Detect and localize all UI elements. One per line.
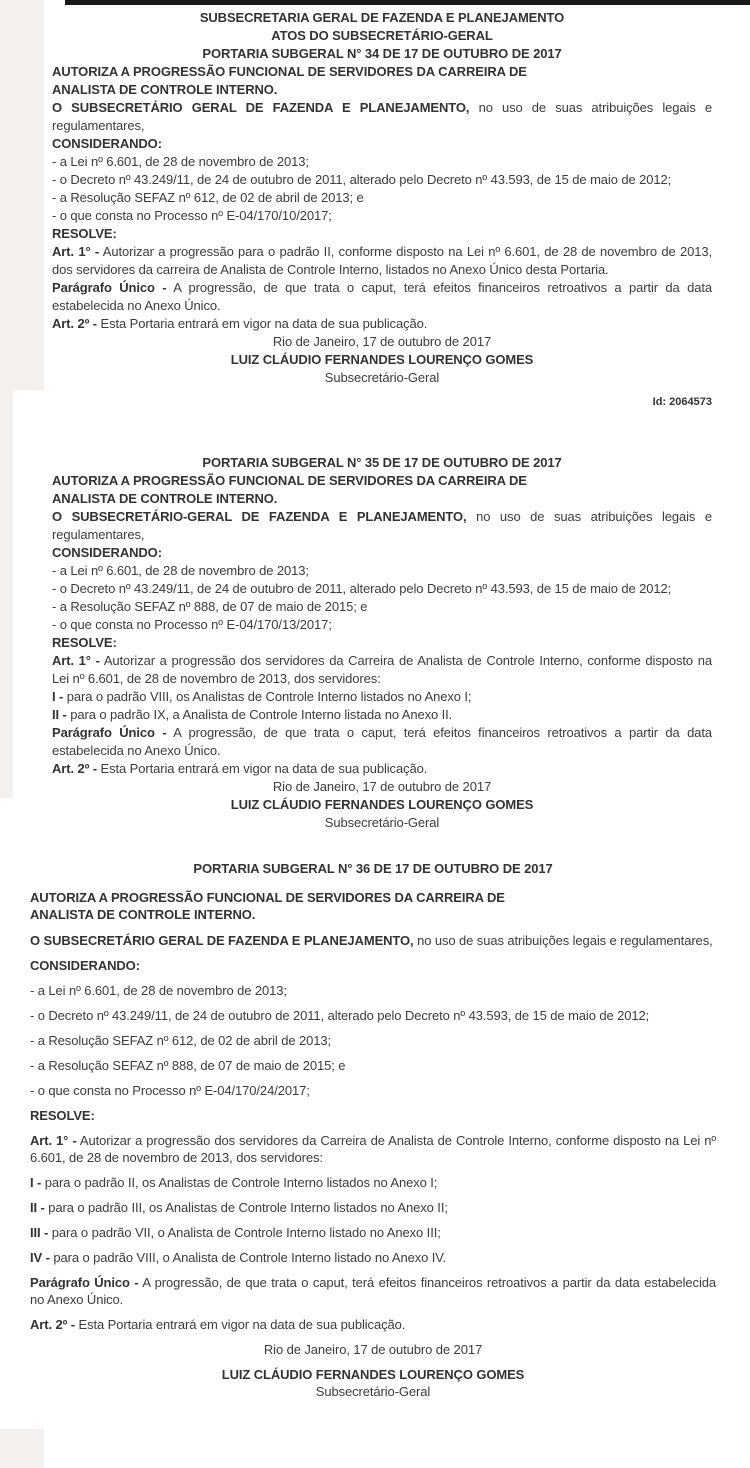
portaria-34-art2 <box>52 315 712 333</box>
paragrafo-unico-text: A progressão, de que trata o caput, terá efeitos financeiros retroativos a partir da data estabelecida no Anexo Único. <box>52 280 712 313</box>
art2-label: Art. 2º - <box>52 316 98 331</box>
portaria-34-considerando-label: CONSIDERANDO: <box>52 136 162 151</box>
portaria-34-considerando-item: - a Resolução SEFAZ nº 612, de 02 de abril de 2013; e <box>52 190 364 205</box>
portaria-35-art2 <box>52 760 712 778</box>
inciso-label: IV - <box>30 1250 50 1265</box>
portaria-34-considerando-item: - o que consta no Processo nº E-04/170/10/2017; <box>52 208 332 223</box>
portaria-34-ementa-line-2: ANALISTA DE CONTROLE INTERNO. <box>52 82 278 97</box>
paragrafo-unico-text: A progressão, de que trata o caput, terá efeitos financeiros retroativos a partir da data estabelecida no Anexo Único. <box>52 725 712 758</box>
art1-label: Art. 1° - <box>52 244 100 259</box>
portaria-36-ementa <box>30 889 716 923</box>
inciso-text: para o padrão VII, o Analista de Controle Interno listado no Anexo III; <box>48 1225 441 1240</box>
preamble-rest-text: no uso de suas atribuições legais e regulamentares, <box>413 933 713 948</box>
portaria-35-considerando-item: - o Decreto nº 43.249/11, de 24 de outubro de 2011, alterado pelo Decreto nº 43.593, de 15 de maio de 2012; <box>52 581 672 596</box>
portaria-36-signature <box>30 1366 716 1400</box>
portaria-35-place-date: Rio de Janeiro, 17 de outubro de 2017 <box>272 779 492 794</box>
portaria-36-art2 <box>30 1316 716 1333</box>
portaria-36-considerando-item: - o que consta no Processo nº E-04/170/24/2017; <box>30 1083 310 1098</box>
preamble-bold-text: O SUBSECRETÁRIO-GERAL DE FAZENDA E PLANEJAMENTO, <box>52 509 467 524</box>
portaria-36-inciso <box>30 1174 716 1191</box>
page-edge-shade-bottom <box>0 1429 44 1468</box>
portaria-34-signer-name: LUIZ CLÁUDIO FERNANDES LOURENÇO GOMES <box>230 352 534 367</box>
org-heading: SUBSECRETARIA GERAL DE FAZENDA E PLANEJAMENTO <box>199 10 565 25</box>
art2-text: Esta Portaria entrará em vigor na data de sua publicação. <box>97 316 428 331</box>
inciso-label: III - <box>30 1225 49 1240</box>
inciso-label: II - <box>30 1200 45 1215</box>
portaria-36-signer-name: LUIZ CLÁUDIO FERNANDES LOURENÇO GOMES <box>221 1367 525 1382</box>
portaria-35-title: PORTARIA SUBGERAL N° 35 DE 17 DE OUTUBRO DE 2017 <box>202 455 562 470</box>
portaria-36-inciso <box>30 1224 716 1241</box>
portaria-35-section <box>52 454 712 832</box>
portaria-36-considerando-label: CONSIDERANDO: <box>30 958 140 973</box>
portaria-34-place-date: Rio de Janeiro, 17 de outubro de 2017 <box>272 334 492 349</box>
portaria-34-paragrafo-unico <box>52 279 712 315</box>
portaria-36-preamble <box>30 932 716 949</box>
paragrafo-unico-label: Parágrafo Único - <box>52 725 167 740</box>
inciso-label: I - <box>52 689 64 704</box>
paragrafo-unico-label: Parágrafo Único - <box>30 1275 139 1290</box>
portaria-35-inciso <box>52 688 712 706</box>
portaria-36-inciso <box>30 1199 716 1216</box>
portaria-35-ementa-line-2: ANALISTA DE CONTROLE INTERNO. <box>52 491 278 506</box>
portaria-35-considerando-label: CONSIDERANDO: <box>52 545 162 560</box>
inciso-text: para o padrão III, os Analistas de Controle Interno listados no Anexo II; <box>44 1200 448 1215</box>
portaria-35-considerando-item: - o que consta no Processo nº E-04/170/13/2017; <box>52 617 332 632</box>
portaria-36-art1 <box>30 1132 716 1166</box>
portaria-35-considerando-item: - a Lei nº 6.601, de 28 de novembro de 2013; <box>52 563 309 578</box>
preamble-rest-text: no uso de suas atribuições legais e regulamentares, <box>52 509 712 542</box>
art1-text: Autorizar a progressão dos servidores da Carreira de Analista de Controle Interno, conforme disposto na Lei nº 6.601, de 28 de novembro de 2013, dos servidores: <box>52 653 712 686</box>
inciso-text: para o padrão II, os Analistas de Controle Interno listados no Anexo I; <box>41 1175 438 1190</box>
portaria-35-ementa-line-1: AUTORIZA A PROGRESSÃO FUNCIONAL DE SERVIDORES DA CARREIRA DE <box>52 473 527 488</box>
inciso-label: I - <box>30 1175 42 1190</box>
art2-label: Art. 2º - <box>52 761 98 776</box>
portaria-34-title: PORTARIA SUBGERAL N° 34 DE 17 DE OUTUBRO DE 2017 <box>202 46 562 61</box>
paragrafo-unico-text: A progressão, de que trata o caput, terá efeitos financeiros retroativos a partir da data estabelecida no Anexo Único. <box>30 1275 716 1307</box>
portaria-35-art1 <box>52 652 712 688</box>
atos-heading: ATOS DO SUBSECRETÁRIO-GERAL <box>271 28 493 43</box>
page-edge-shade-top <box>0 0 44 390</box>
portaria-36-considerando-item: - a Resolução SEFAZ nº 888, de 07 de maio de 2015; e <box>30 1058 346 1073</box>
inciso-text: para o padrão IX, a Analista de Controle Interno listada no Anexo II. <box>66 707 453 722</box>
art1-text: Autorizar a progressão dos servidores da Carreira de Analista de Controle Interno, conforme disposto na Lei nº 6.601, de 28 de novembro de 2013, dos servidores: <box>30 1133 717 1165</box>
portaria-36-considerando-item: - a Lei nº 6.601, de 28 de novembro de 2013; <box>30 983 287 998</box>
portaria-34-considerando-item: - o Decreto nº 43.249/11, de 24 de outubro de 2011, alterado pelo Decreto nº 43.593, de 15 de maio de 2012; <box>52 172 672 187</box>
portaria-35-signer-role: Subsecretário-Geral <box>324 815 440 830</box>
art1-label: Art. 1° - <box>30 1133 77 1148</box>
paragrafo-unico-label: Parágrafo Único - <box>52 280 167 295</box>
portaria-36-considerando-item: - o Decreto nº 43.249/11, de 24 de outubro de 2011, alterado pelo Decreto nº 43.593, de 15 de maio de 2012; <box>30 1008 650 1023</box>
portaria-36-inciso <box>30 1249 716 1266</box>
portaria-34-signer-role: Subsecretário-Geral <box>324 370 440 385</box>
portaria-35-considerando-item: - a Resolução SEFAZ nº 888, de 07 de maio de 2015; e <box>52 599 368 614</box>
portaria-34-doc-id: Id: 2064573 <box>652 396 712 408</box>
portaria-36-considerando-item: - a Resolução SEFAZ nº 612, de 02 de abril de 2013; <box>30 1033 332 1048</box>
portaria-36-ementa-line-1: AUTORIZA A PROGRESSÃO FUNCIONAL DE SERVIDORES DA CARREIRA DE <box>30 890 505 905</box>
art2-text: Esta Portaria entrará em vigor na data de sua publicação. <box>75 1317 406 1332</box>
portaria-34-ementa-line-1: AUTORIZA A PROGRESSÃO FUNCIONAL DE SERVIDORES DA CARREIRA DE <box>52 64 527 79</box>
portaria-36-place-date: Rio de Janeiro, 17 de outubro de 2017 <box>263 1342 483 1357</box>
top-rule <box>65 0 750 5</box>
portaria-34-resolve-label: RESOLVE: <box>52 226 117 241</box>
portaria-35-paragrafo-unico <box>52 724 712 760</box>
preamble-bold-text: O SUBSECRETÁRIO GERAL DE FAZENDA E PLANEJAMENTO, <box>30 933 414 948</box>
art2-text: Esta Portaria entrará em vigor na data de sua publicação. <box>97 761 428 776</box>
portaria-36-signer-role: Subsecretário-Geral <box>315 1384 431 1399</box>
portaria-36-resolve-label: RESOLVE: <box>30 1108 95 1123</box>
inciso-text: para o padrão VIII, os Analistas de Controle Interno listados no Anexo I; <box>63 689 472 704</box>
portaria-36-ementa-line-2: ANALISTA DE CONTROLE INTERNO. <box>30 907 256 922</box>
preamble-bold-text: O SUBSECRETÁRIO GERAL DE FAZENDA E PLANEJAMENTO, <box>52 100 470 115</box>
portaria-34-section <box>52 9 712 411</box>
page-edge-shade-middle <box>0 390 13 798</box>
portaria-36-section <box>30 860 716 1400</box>
portaria-34-art1 <box>52 243 712 279</box>
art1-text: Autorizar a progressão para o padrão II, conforme disposto na Lei nº 6.601, de 28 de novembro de 2013, dos servidores da carreira de Analista de Controle Interno, listados no Anexo Único desta Portaria. <box>52 244 712 277</box>
portaria-35-signer-name: LUIZ CLÁUDIO FERNANDES LOURENÇO GOMES <box>230 797 534 812</box>
portaria-35-preamble <box>52 508 712 544</box>
preamble-rest-text: no uso de suas atribuições legais e regulamentares, <box>52 100 713 133</box>
art1-label: Art. 1° - <box>52 653 100 668</box>
inciso-label: II - <box>52 707 67 722</box>
portaria-35-resolve-label: RESOLVE: <box>52 635 117 650</box>
portaria-34-preamble <box>52 99 712 135</box>
art2-label: Art. 2º - <box>30 1317 76 1332</box>
portaria-36-paragrafo-unico <box>30 1274 716 1308</box>
portaria-34-considerando-item: - a Lei nº 6.601, de 28 de novembro de 2013; <box>52 154 309 169</box>
portaria-35-inciso <box>52 706 712 724</box>
inciso-text: para o padrão VIII, o Analista de Controle Interno listado no Anexo IV. <box>49 1250 447 1265</box>
portaria-36-title: PORTARIA SUBGERAL N° 36 DE 17 DE OUTUBRO DE 2017 <box>193 861 553 876</box>
